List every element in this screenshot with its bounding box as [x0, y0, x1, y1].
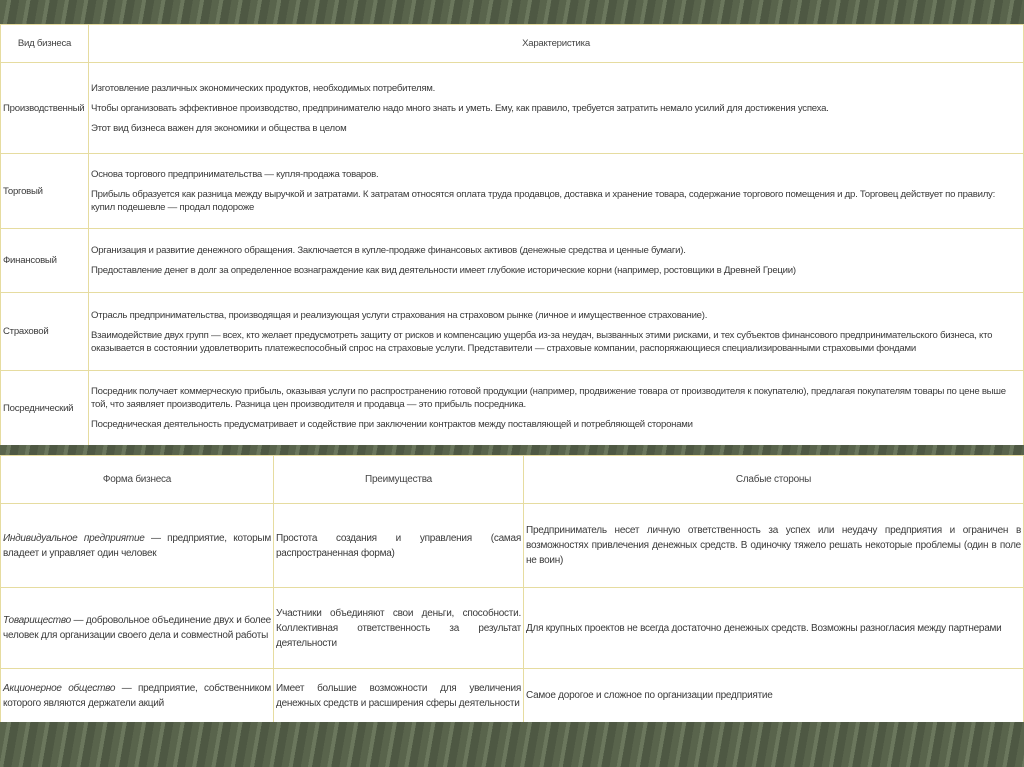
- table-row: [1, 63, 1024, 154]
- business-type: Посреднический: [1, 371, 89, 446]
- business-type: Финансовый: [1, 229, 89, 293]
- characteristics: [89, 229, 1024, 293]
- form-definition: — добровольное объединение двух и более человек для организации своего дела и совместной работы: [3, 615, 271, 641]
- table-row: [1, 293, 1024, 371]
- paragraph: Изготовление различных экономических продуктов, необходимых потребителям.: [91, 82, 436, 94]
- characteristics: [89, 154, 1024, 229]
- table-row: [1, 154, 1024, 229]
- characteristics: [89, 293, 1024, 371]
- table-row: [1, 669, 1024, 723]
- paragraph: Предоставление денег в долг за определенное вознаграждение как вид деятельности имеет глубокие исторические корни (например, ростовщики в Древней Греции): [91, 265, 796, 276]
- advantages: Участники объединяют свои деньги, способности. Коллективная ответственность за результат деятельности: [274, 588, 524, 669]
- business-forms-table: [0, 455, 1024, 723]
- form-term: Товарищество: [3, 615, 71, 626]
- table-row: [1, 504, 1024, 588]
- header-business-form: Форма бизнеса: [1, 456, 274, 504]
- background-divider: [0, 445, 1024, 455]
- paragraph: Посредническая деятельность предусматривает и содействие при заключении контрактов между поставляющей и потребляющей сторонами: [91, 419, 693, 430]
- business-types-table: [0, 24, 1024, 446]
- paragraph: Взаимодействие двух групп — всех, кто желает предусмотреть защиту от рисков и компенсацию ущерба из-за неудач, вызванных этими рисками, и тех субъектов финансового предпринимательского бизнеса, кто оказывается в состоянии удовлетворить платежеспособный спрос на страховые услуги. Представители — страховые компании, распоряжающиеся специализированными страховыми фондами: [91, 329, 993, 354]
- table-row: [1, 229, 1024, 293]
- header-business-type: Вид бизнеса: [1, 25, 89, 63]
- header-weaknesses: Слабые стороны: [524, 456, 1024, 504]
- advantages: Простота создания и управления (самая распространенная форма): [274, 504, 524, 588]
- form-definition: — предприятие, которым владеет и управляет один человек: [3, 532, 271, 559]
- header-characteristics: Характеристика: [89, 25, 1024, 63]
- form-term: Индивидуальное предприятие: [3, 532, 145, 544]
- weaknesses: Для крупных проектов не всегда достаточно денежных средств. Возможны разногласия между партнерами: [524, 588, 1024, 669]
- business-form: [1, 669, 274, 723]
- paragraph: Посредник получает коммерческую прибыль, оказывая услуги по распространению готовой продукции (например, продвижение товара от производителя к покупателю), предлагая покупателям товары по цене выше той, что заявляет производитель. Разница цен производителя и продавца — это прибыль посредника.: [91, 386, 1006, 410]
- background-bottom: [0, 722, 1024, 767]
- business-form: [1, 504, 274, 588]
- advantages: Имеет большие возможности для увеличения денежных средств и расширения сферы деятельности: [274, 669, 524, 723]
- paragraph: Прибыль образуется как разница между выручкой и затратами. К затратам относятся оплата труда продавцов, доставка и хранение товара, содержание торгового помещения и др. Торговец действует по правилу: купил подешевле — продал подороже: [91, 189, 996, 213]
- business-type: Торговый: [1, 154, 89, 229]
- table-header-row: [1, 25, 1024, 63]
- form-term: Акционерное общество: [3, 682, 116, 694]
- table-header-row: [1, 456, 1024, 504]
- business-form: [1, 588, 274, 669]
- table-row: [1, 588, 1024, 669]
- characteristics: [89, 371, 1024, 446]
- form-definition: — предприятие, собственником которого являются держатели акций: [3, 682, 271, 709]
- characteristics: [89, 63, 1024, 154]
- business-type: Страховой: [1, 293, 89, 371]
- table-row: [1, 371, 1024, 446]
- paragraph: Отрасль предпринимательства, производящая и реализующая услуги страхования на страховом рынке (личное и имущественное страхование).: [91, 309, 708, 321]
- header-advantages: Преимущества: [274, 456, 524, 504]
- paragraph: Чтобы организовать эффективное производство, предпринимателю надо много знать и уметь. Ему, как правило, требуется затратить немало усилий для достижения успеха.: [91, 102, 829, 114]
- business-type: Производственный: [1, 63, 89, 154]
- background-top: [0, 0, 1024, 24]
- paragraph: Этот вид бизнеса важен для экономики и общества в целом: [91, 122, 347, 134]
- paragraph: Основа торгового предпринимательства — купля-продажа товаров.: [91, 169, 379, 180]
- weaknesses: Предприниматель несет личную ответственность за успех или неудачу предприятия и ограничен в возможностях привлечения денежных средств. В одиночку тяжело решать некоторые проблемы (один в поле не воин): [524, 504, 1024, 588]
- paragraph: Организация и развитие денежного обращения. Заключается в купле-продаже финансовых активов (денежные средства и ценные бумаги).: [91, 245, 686, 256]
- weaknesses: Самое дорогое и сложное по организации предприятие: [524, 669, 1024, 723]
